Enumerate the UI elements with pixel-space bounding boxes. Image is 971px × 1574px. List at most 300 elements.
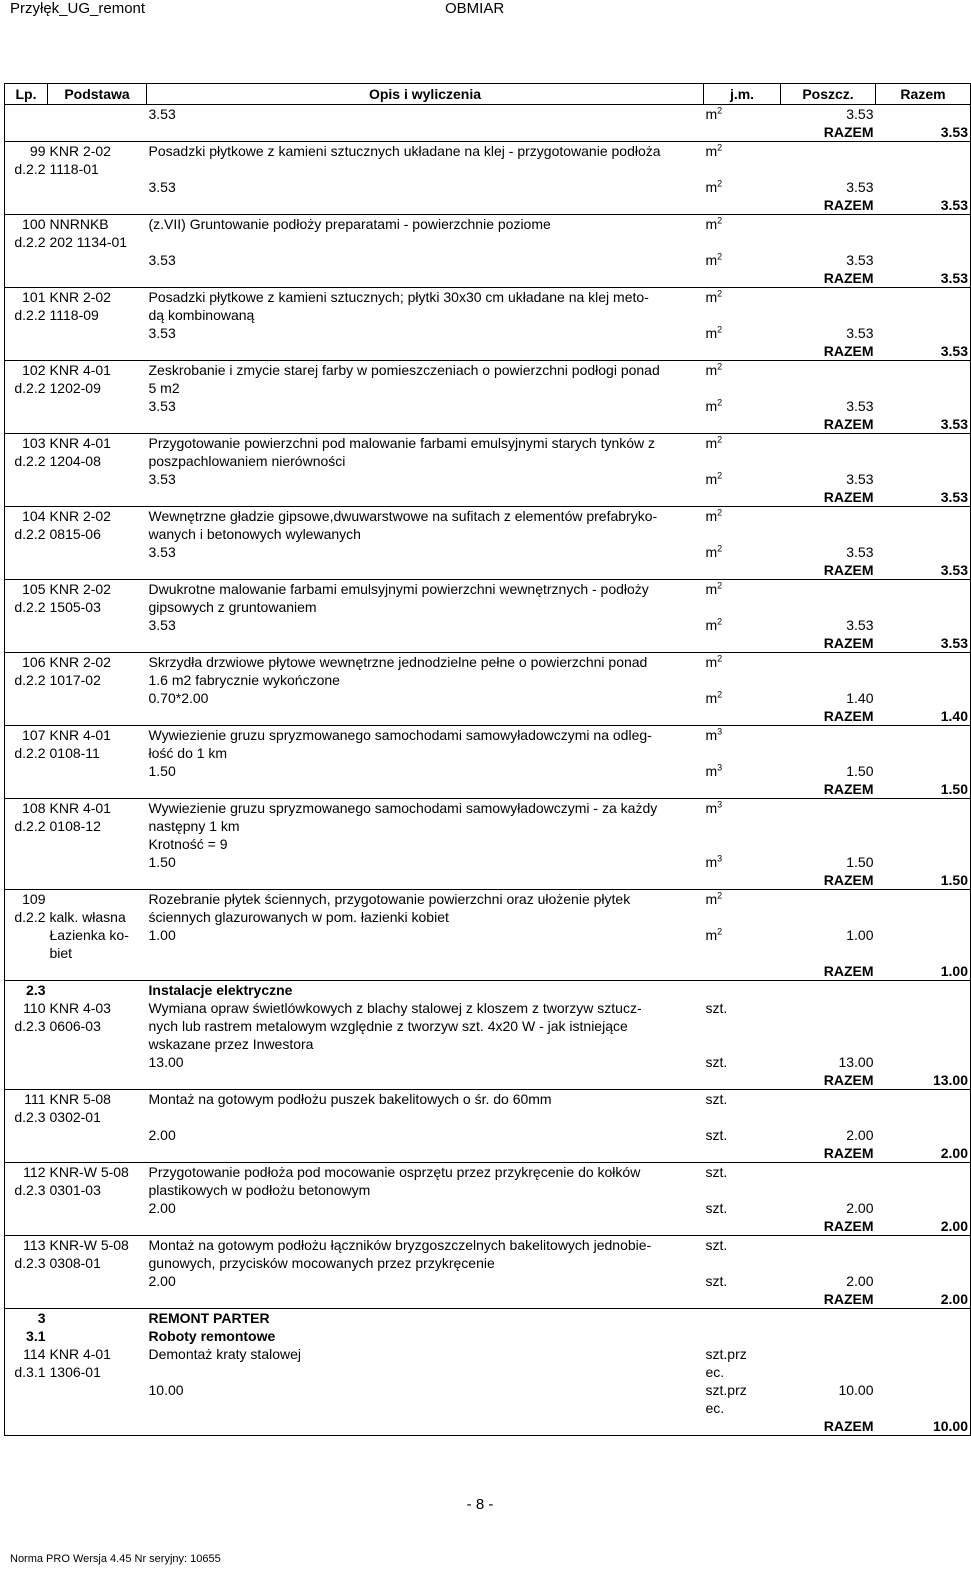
unit-text: m (705, 508, 718, 524)
unit-exponent: 2 (717, 507, 723, 518)
calc-row (5, 1126, 971, 1144)
razem-value: 1.50 (876, 871, 971, 890)
item-description: 5 m2 (148, 380, 180, 396)
podstawa-code: KNR 4-01 (49, 435, 111, 451)
calc-expression: 10.00 (148, 1382, 184, 1398)
unit-exponent: 2 (717, 689, 723, 700)
razem-label: RAZEM (5, 707, 876, 726)
unit-exponent: 2 (717, 653, 723, 664)
col-podstawa: Podstawa (48, 84, 147, 105)
item-row (5, 1035, 971, 1053)
unit-exponent: 2 (717, 397, 723, 408)
razem-label: RAZEM (5, 634, 876, 653)
razem-label: RAZEM (5, 488, 876, 507)
unit-text: m (705, 800, 718, 816)
poszcz-value: 2.00 (846, 1200, 874, 1216)
item-row (5, 799, 971, 818)
item-section-ref: d.2.2 (5, 160, 48, 178)
calc-row (5, 1053, 971, 1071)
unit-text: szt. (705, 1000, 728, 1016)
item-number: 110 (5, 999, 48, 1017)
section-title: REMONT PARTER (147, 1309, 971, 1328)
podstawa-code: NNRNKB (49, 216, 109, 232)
podstawa-code: KNR 2-02 (49, 581, 111, 597)
document-title: Przyłęk_UG_remont (10, 0, 146, 17)
unit-text: szt.prz (705, 1346, 747, 1362)
item-row (5, 726, 971, 745)
unit-text: m (705, 106, 718, 122)
document-type: OBMIAR (445, 0, 505, 17)
razem-label: RAZEM (5, 962, 876, 981)
unit-text: m (705, 398, 718, 414)
unit-cell (704, 799, 781, 818)
calc-expression: 3.53 (148, 617, 176, 633)
unit-text: m (705, 179, 718, 195)
poszcz-value: 3.53 (846, 617, 874, 633)
item-row (5, 999, 971, 1017)
podstawa-code: 0302-01 (49, 1109, 101, 1125)
item-section-ref: d.2.2 (5, 525, 48, 543)
item-row (5, 306, 971, 324)
unit-exponent: 2 (717, 288, 723, 299)
unit-cell (704, 1272, 781, 1290)
razem-row (5, 1144, 971, 1163)
item-description: Posadzki płytkowe z kamieni sztucznych układane na klej - przygotowanie podłoża (148, 143, 661, 159)
section-number: 3 (5, 1309, 48, 1328)
item-description: ściennych glazurowanych w pom. łazienki kobiet (148, 909, 449, 925)
section-title: Roboty remontowe (147, 1327, 971, 1345)
calc-row (5, 470, 971, 488)
section-row (5, 981, 971, 1000)
podstawa-code: KNR 2-02 (49, 289, 111, 305)
unit-cell (704, 105, 781, 124)
razem-row (5, 780, 971, 799)
calc-row (5, 926, 971, 944)
item-description: Przygotowanie powierzchni pod malowanie farbami emulsyjnymi starych tynków z (148, 435, 656, 451)
razem-label: RAZEM (5, 415, 876, 434)
item-number: 111 (5, 1090, 48, 1109)
unit-cell (704, 251, 781, 269)
razem-value: 2.00 (876, 1290, 971, 1309)
razem-label: RAZEM (5, 780, 876, 799)
item-row (5, 1090, 971, 1109)
podstawa-note: biet (49, 945, 73, 961)
unit-cell (704, 215, 781, 234)
unit-cell (704, 434, 781, 453)
item-description: poszpachlowaniem nierówności (148, 453, 346, 469)
unit-cell (704, 397, 781, 415)
calc-row (5, 324, 971, 342)
razem-value: 10.00 (876, 1417, 971, 1436)
unit-text: szt. (705, 1054, 728, 1070)
item-section-ref: d.3.1 (5, 1363, 48, 1381)
unit-cell (704, 1199, 781, 1217)
item-number: 103 (5, 434, 48, 453)
item-row (5, 817, 971, 835)
unit-text: szt. (705, 1273, 728, 1289)
item-row (5, 160, 971, 178)
item-row (5, 361, 971, 380)
item-section-ref: d.2.2 (5, 379, 48, 397)
item-row (5, 142, 971, 161)
podstawa-code: 1306-01 (49, 1364, 101, 1380)
razem-label: RAZEM (5, 1071, 876, 1090)
unit-exponent: 2 (717, 616, 723, 627)
item-row (5, 1163, 971, 1182)
calc-expression: 2.00 (148, 1127, 176, 1143)
item-section-ref: d.2.3 (5, 1254, 48, 1272)
unit-cell (704, 142, 781, 161)
podstawa-code: KNR 2-02 (49, 654, 111, 670)
razem-row (5, 962, 971, 981)
unit-cell (704, 1126, 781, 1144)
item-number: 109 (5, 890, 48, 909)
item-number: 99 (5, 142, 48, 161)
calc-row (5, 689, 971, 707)
item-description: Posadzki płytkowe z kamieni sztucznych; płytki 30x30 cm układane na klej meto- (148, 289, 649, 305)
page-number: - 8 - (466, 1496, 494, 1513)
razem-row (5, 871, 971, 890)
calc-row (5, 178, 971, 196)
item-section-ref: d.2.2 (5, 671, 48, 689)
item-number: 114 (5, 1345, 48, 1363)
unit-exponent: 2 (717, 178, 723, 189)
item-description: gipsowych z gruntowaniem (148, 599, 317, 615)
item-description: łość do 1 km (148, 745, 228, 761)
item-row (5, 1017, 971, 1035)
razem-row (5, 488, 971, 507)
item-description: Zeskrobanie i zmycie starej farby w pomieszczeniach o powierzchni podłogi ponad (148, 362, 660, 378)
col-opis: Opis i wyliczenia (147, 84, 704, 105)
calc-row (5, 1199, 971, 1217)
poszcz-value: 3.53 (846, 252, 874, 268)
razem-label: RAZEM (5, 871, 876, 890)
item-row (5, 1236, 971, 1255)
razem-value: 2.00 (876, 1217, 971, 1236)
obmiar-table (4, 83, 971, 1436)
unit-cell (704, 890, 781, 909)
poszcz-value: 2.00 (846, 1273, 874, 1289)
razem-value: 3.53 (876, 488, 971, 507)
podstawa-code: 0108-11 (49, 745, 100, 761)
unit-cell (704, 653, 781, 672)
item-description: Krotność = 9 (148, 836, 228, 852)
item-section-ref: d.2.3 (5, 1017, 48, 1035)
item-description: wanych i betonowych wylewanych (148, 526, 361, 542)
calc-row (5, 251, 971, 269)
podstawa-code (48, 890, 147, 909)
calc-expression: 0.70*2.00 (148, 690, 209, 706)
podstawa-code: 1505-03 (49, 599, 101, 615)
item-row (5, 507, 971, 526)
razem-value: 1.40 (876, 707, 971, 726)
podstawa-code: KNR 4-03 (49, 1000, 111, 1016)
podstawa-code: KNR 5-08 (49, 1091, 111, 1107)
item-section-ref: d.2.2 (5, 908, 48, 926)
item-number: 106 (5, 653, 48, 672)
unit-exponent: 2 (717, 215, 723, 226)
calc-row (5, 397, 971, 415)
unit-exponent: 2 (717, 105, 723, 116)
unit-cell (704, 361, 781, 380)
razem-value: 3.53 (876, 342, 971, 361)
poszcz-value: 3.53 (846, 398, 874, 414)
item-row (5, 653, 971, 672)
unit-text: ec. (705, 1364, 725, 1380)
podstawa-code: 0815-06 (49, 526, 101, 542)
item-row (5, 1345, 971, 1363)
unit-text: m (705, 325, 718, 341)
section-number: 2.3 (5, 981, 48, 1000)
item-description: plastikowych w podłożu betonowym (148, 1182, 371, 1198)
col-jm: j.m. (704, 84, 781, 105)
podstawa-code: KNR-W 5-08 (49, 1237, 129, 1253)
item-number: 104 (5, 507, 48, 526)
calc-row (5, 616, 971, 634)
razem-row (5, 269, 971, 288)
item-description: wskazane przez Inwestora (148, 1036, 314, 1052)
item-number: 101 (5, 288, 48, 307)
item-description: Wywiezienie gruzu spryzmowanego samochodami samowyładowczymi - za każdy (148, 800, 658, 816)
razem-row (5, 1290, 971, 1309)
unit-text: szt.prz (705, 1382, 747, 1398)
unit-text: m (705, 435, 718, 451)
item-row (5, 744, 971, 762)
razem-value: 3.53 (876, 269, 971, 288)
podstawa-code: 1204-08 (49, 453, 101, 469)
unit-text: m (705, 927, 718, 943)
unit-cell (704, 762, 781, 780)
item-number: 108 (5, 799, 48, 818)
podstawa-code: KNR 4-01 (49, 1346, 111, 1362)
unit-text: szt. (705, 1164, 728, 1180)
unit-text: szt. (705, 1091, 728, 1107)
unit-exponent: 2 (717, 926, 723, 937)
unit-text: m (705, 362, 718, 378)
poszcz-value: 2.00 (846, 1127, 874, 1143)
razem-value: 3.53 (876, 561, 971, 580)
item-section-ref: d.2.2 (5, 817, 48, 835)
item-description: Dwukrotne malowanie farbami emulsyjnymi powierzchni wewnętrznych - podłoży (148, 581, 649, 597)
item-row (5, 944, 971, 962)
podstawa-code: 0308-01 (49, 1255, 101, 1271)
unit-text: szt. (705, 1127, 728, 1143)
section-row (5, 1327, 971, 1345)
unit-text: m (705, 471, 718, 487)
item-section-ref: d.2.2 (5, 306, 48, 324)
razem-row (5, 561, 971, 580)
razem-label: RAZEM (5, 1144, 876, 1163)
podstawa-code: 0301-03 (49, 1182, 101, 1198)
razem-value: 3.53 (876, 415, 971, 434)
calc-expression: 3.53 (148, 398, 176, 414)
razem-label: RAZEM (5, 196, 876, 215)
unit-text: m (705, 143, 718, 159)
razem-value: 1.00 (876, 962, 971, 981)
item-description: Wywiezienie gruzu spryzmowanego samochodami samowyładowczymi na odleg- (148, 727, 652, 743)
unit-exponent: 2 (717, 361, 723, 372)
item-description: Przygotowanie podłoża pod mocowanie osprzętu przez przykręcenie do kołków (148, 1164, 641, 1180)
item-row (5, 1363, 971, 1381)
section-row (5, 1309, 971, 1328)
podstawa-code: KNR 2-02 (49, 143, 111, 159)
item-description: Demontaż kraty stalowej (148, 1346, 302, 1362)
item-row (5, 1108, 971, 1126)
col-lp: Lp. (5, 84, 48, 105)
unit-cell (704, 1053, 781, 1071)
poszcz-value: 3.53 (846, 471, 874, 487)
item-section-ref: d.2.2 (5, 233, 48, 251)
razem-label: RAZEM (5, 123, 876, 142)
podstawa-code: KNR 4-01 (49, 800, 111, 816)
item-row (5, 598, 971, 616)
podstawa-code: 1202-09 (49, 380, 101, 396)
unit-text: szt. (705, 1200, 728, 1216)
table-header-row (5, 84, 971, 105)
unit-cell (704, 580, 781, 599)
razem-label: RAZEM (5, 1217, 876, 1236)
podstawa-code: 0606-03 (49, 1018, 101, 1034)
item-description: Montaż na gotowym podłożu łączników bryzgoszczelnych bakelitowych jednobie- (148, 1237, 652, 1253)
item-row (5, 908, 971, 926)
unit-exponent: 2 (717, 543, 723, 554)
podstawa-code: 0108-12 (49, 818, 101, 834)
col-razem: Razem (876, 84, 971, 105)
unit-exponent: 3 (717, 726, 723, 737)
item-row (5, 525, 971, 543)
podstawa-code: KNR 2-02 (49, 508, 111, 524)
unit-cell (704, 926, 781, 944)
calc-expression: 3.53 (148, 179, 176, 195)
unit-cell (704, 324, 781, 342)
calc-expression: 3.53 (148, 325, 176, 341)
razem-row (5, 342, 971, 361)
item-row (5, 1181, 971, 1199)
calc-expression: 3.53 (148, 544, 176, 560)
podstawa-code: 1017-02 (49, 672, 101, 688)
razem-value: 1.50 (876, 780, 971, 799)
calc-expression: 3.53 (148, 252, 176, 268)
unit-text: m (705, 252, 718, 268)
podstawa-code: KNR 4-01 (49, 727, 111, 743)
item-description: dą kombinowaną (148, 307, 255, 323)
item-row (5, 580, 971, 599)
poszcz-value: 10.00 (838, 1382, 874, 1398)
calc-expression: 1.50 (148, 854, 176, 870)
podstawa-code: 1118-01 (49, 161, 99, 177)
item-description: Montaż na gotowym podłożu puszek bakelitowych o śr. do 60mm (148, 1091, 552, 1107)
item-description: Wewnętrzne gładzie gipsowe,dwuwarstwowe na sufitach z elementów prefabryko- (148, 508, 658, 524)
calc-expression: 1.50 (148, 763, 176, 779)
item-section-ref: d.2.2 (5, 598, 48, 616)
razem-label: RAZEM (5, 269, 876, 288)
item-description: 1.6 m2 fabrycznie wykończone (148, 672, 340, 688)
item-row (5, 434, 971, 453)
calc-row (5, 1399, 971, 1417)
razem-label: RAZEM (5, 1417, 876, 1436)
item-number: 113 (5, 1236, 48, 1255)
section-number: 3.1 (5, 1327, 48, 1345)
unit-text: m (705, 544, 718, 560)
item-number: 112 (5, 1163, 48, 1182)
unit-text: m (705, 727, 718, 743)
calc-expression: 2.00 (148, 1200, 176, 1216)
calc-expression: 13.00 (148, 1054, 184, 1070)
item-description: Rozebranie płytek ściennych, przygotowanie powierzchni oraz ułożenie płytek (148, 891, 631, 907)
software-credit: Norma PRO Wersja 4.45 Nr seryjny: 10655 (10, 1553, 221, 1565)
razem-value: 3.53 (876, 196, 971, 215)
poszcz-value: 1.50 (846, 763, 874, 779)
item-number: 102 (5, 361, 48, 380)
razem-row (5, 634, 971, 653)
unit-text: szt. (705, 1237, 728, 1253)
podstawa-code: KNR 4-01 (49, 362, 111, 378)
calc-row (5, 105, 971, 124)
unit-exponent: 2 (717, 324, 723, 335)
item-section-ref: d.2.3 (5, 1181, 48, 1199)
razem-label: RAZEM (5, 561, 876, 580)
item-description: (z.VII) Gruntowanie podłoży preparatami - powierzchnie poziome (148, 216, 551, 232)
table-body (5, 105, 971, 1436)
poszcz-value: 1.00 (846, 927, 874, 943)
unit-exponent: 2 (717, 580, 723, 591)
calc-row (5, 853, 971, 871)
razem-value: 2.00 (876, 1144, 971, 1163)
unit-text: m (705, 289, 718, 305)
item-description (147, 1108, 704, 1126)
unit-text: m (705, 891, 718, 907)
unit-cell (704, 999, 781, 1017)
unit-exponent: 2 (717, 470, 723, 481)
poszcz-value: 1.50 (846, 854, 874, 870)
razem-row (5, 707, 971, 726)
unit-text: m (705, 581, 718, 597)
unit-text: m (705, 654, 718, 670)
item-number: 105 (5, 580, 48, 599)
calc-expression: 2.00 (148, 1273, 176, 1289)
podstawa-note: Łazienka ko- (49, 927, 129, 943)
unit-cell (704, 689, 781, 707)
item-number: 107 (5, 726, 48, 745)
podstawa-code: KNR-W 5-08 (49, 1164, 129, 1180)
razem-row (5, 1217, 971, 1236)
unit-exponent: 3 (717, 853, 723, 864)
unit-text: m (705, 617, 718, 633)
item-row (5, 233, 971, 251)
item-section-ref: d.2.2 (5, 744, 48, 762)
item-row (5, 890, 971, 909)
razem-row (5, 196, 971, 215)
podstawa-code: 1118-09 (49, 307, 99, 323)
item-number: 100 (5, 215, 48, 234)
razem-row (5, 415, 971, 434)
razem-label: RAZEM (5, 342, 876, 361)
unit-cell (704, 543, 781, 561)
unit-cell (704, 853, 781, 871)
item-description: gunowych, przycisków mocowanych przez przykręcenie (148, 1255, 495, 1271)
podstawa-code: 202 1134-01 (49, 234, 128, 250)
col-poszcz: Poszcz. (781, 84, 876, 105)
calc-row (5, 1381, 971, 1399)
unit-exponent: 2 (717, 251, 723, 262)
item-row (5, 835, 971, 853)
razem-value: 3.53 (876, 634, 971, 653)
section-title: Instalacje elektryczne (148, 982, 293, 998)
unit-cell (704, 1090, 781, 1109)
unit-text: m (705, 690, 718, 706)
poszcz-value: 1.40 (846, 690, 874, 706)
item-row (5, 288, 971, 307)
